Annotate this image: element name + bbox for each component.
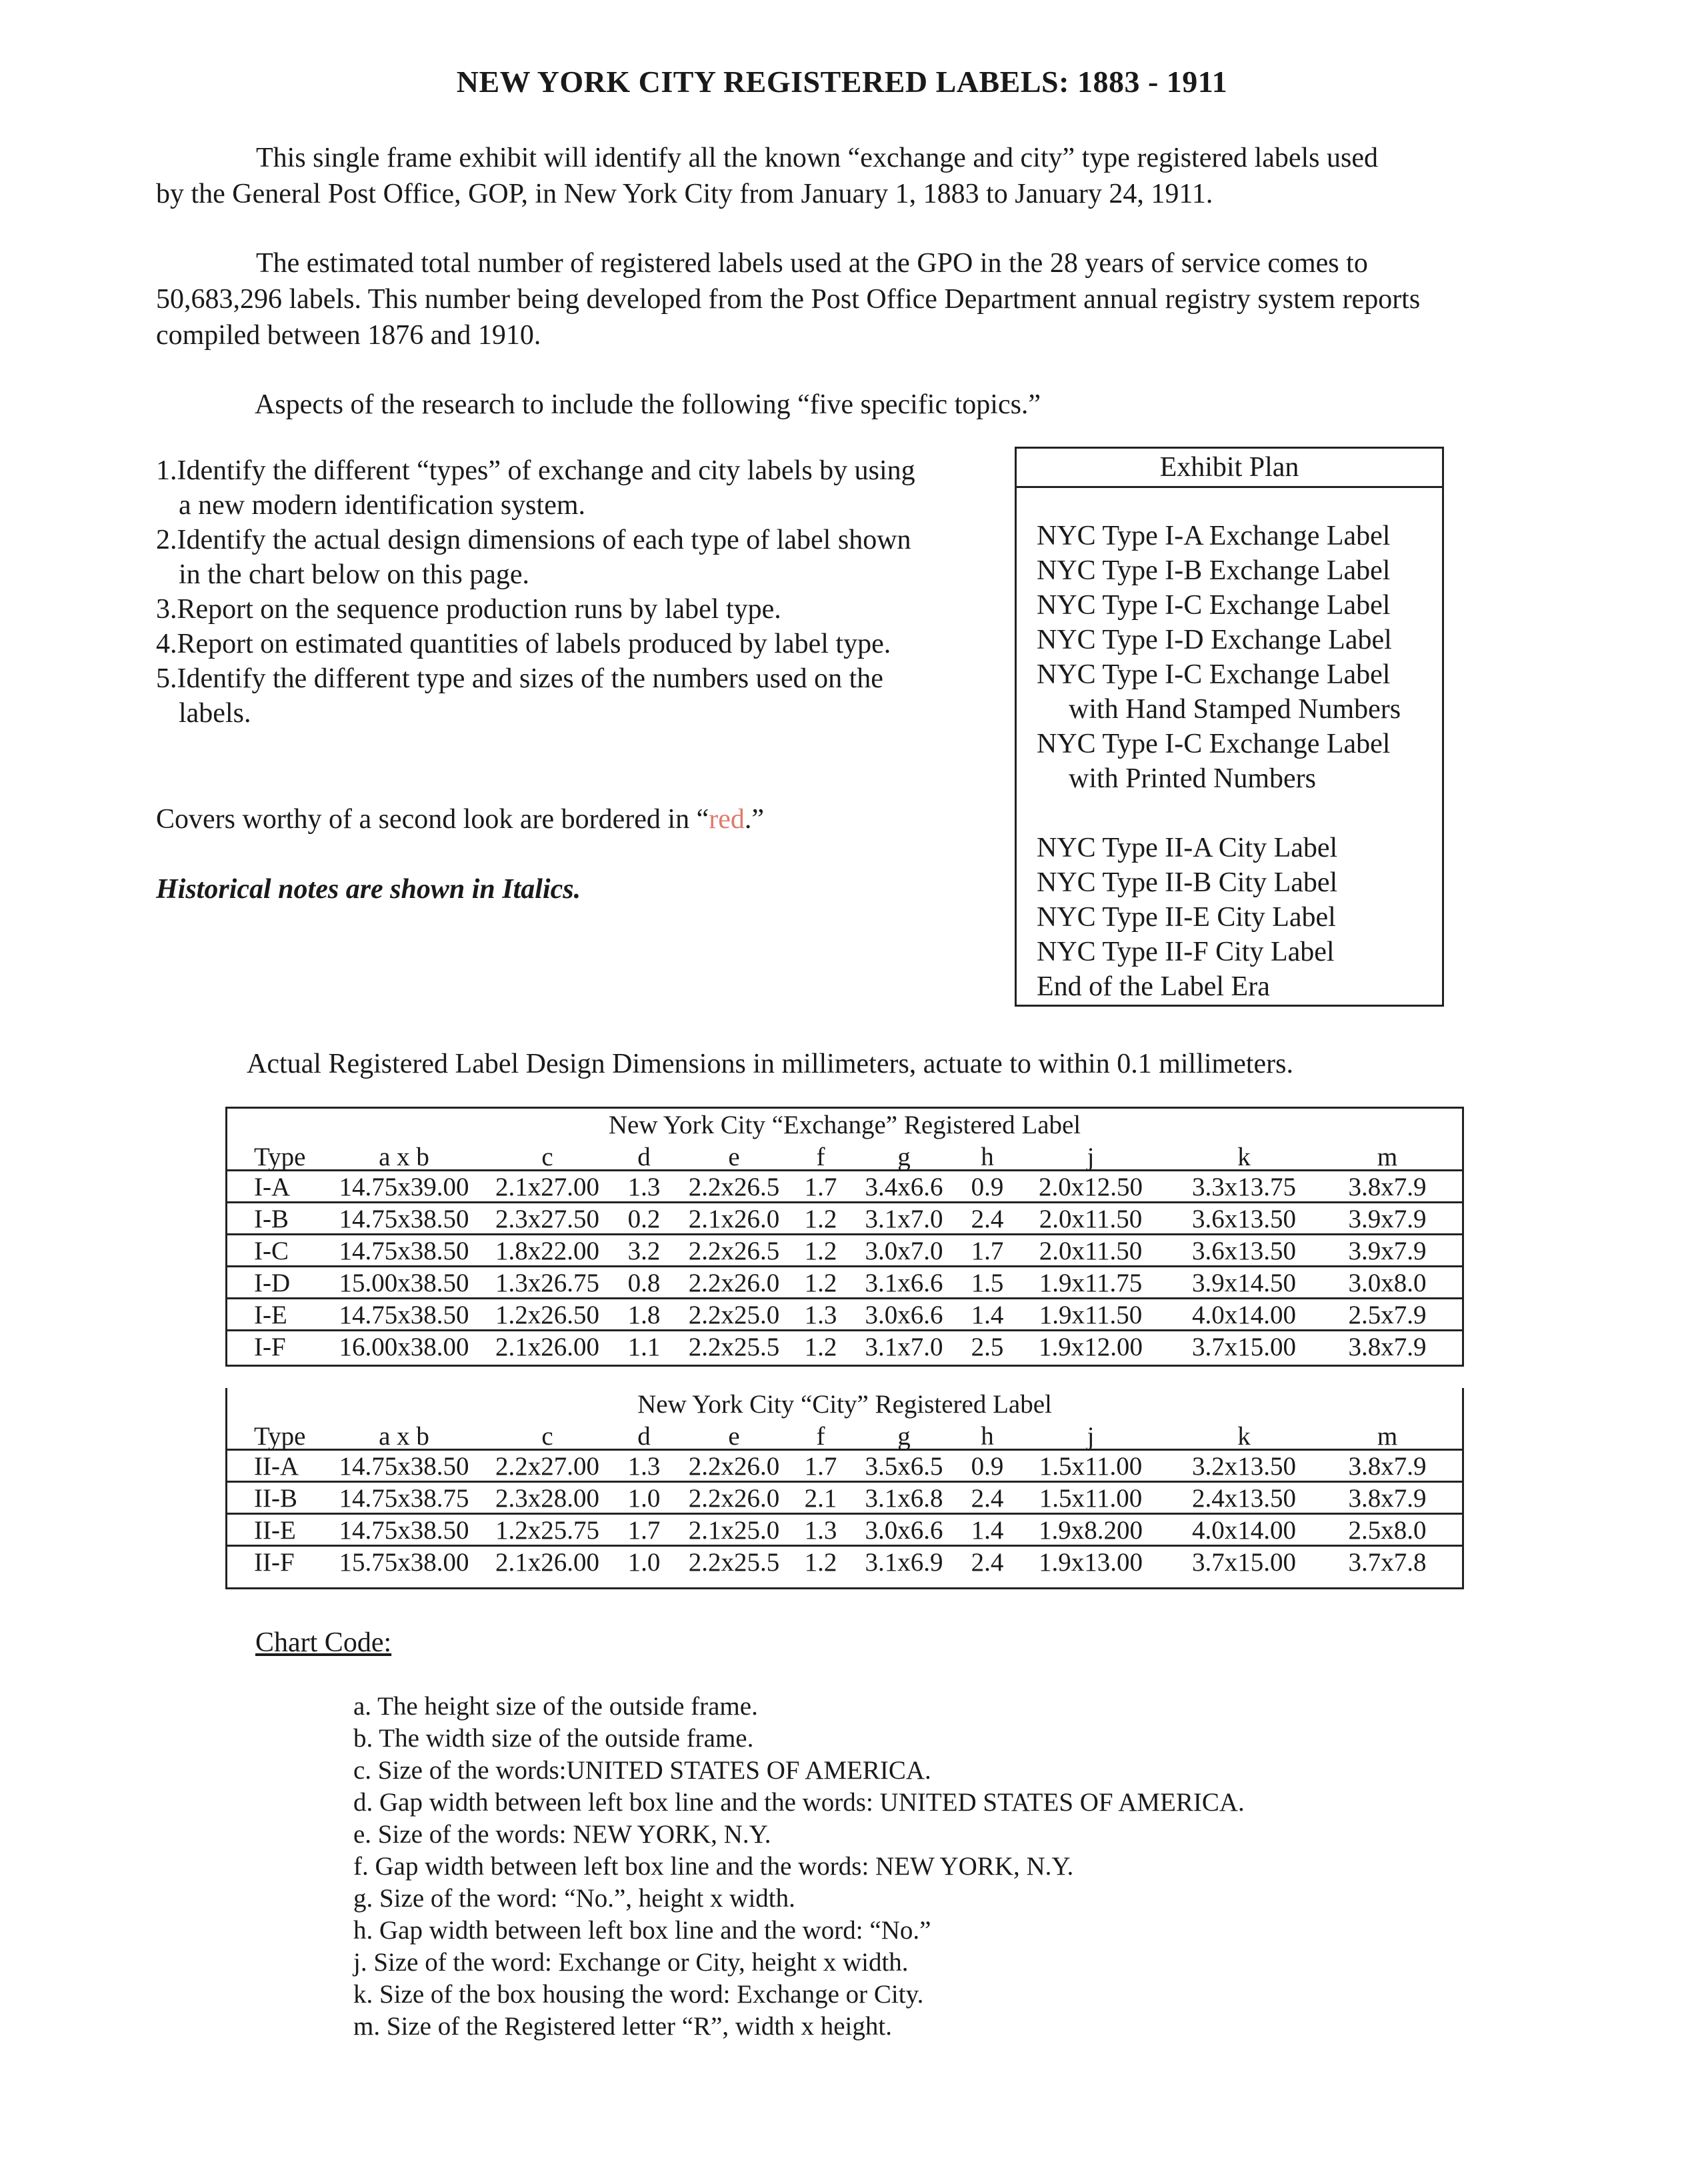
table-row <box>227 1515 1462 1547</box>
table-cell: 1.2x25.75 <box>495 1516 599 1545</box>
table-cell: 2.1 <box>804 1484 837 1513</box>
table-cell: 1.3 <box>804 1301 837 1329</box>
plan-item: NYC Type I-C Exchange Label <box>1037 659 1391 690</box>
plan-item: with Hand Stamped Numbers <box>1069 694 1401 725</box>
chart-code-item: e. Size of the words: NEW YORK, N.Y. <box>353 1820 771 1849</box>
table-cell: 2.4 <box>971 1484 1004 1513</box>
table-cell: 1.2 <box>804 1333 837 1361</box>
chart-code-item: b. The width size of the outside frame. <box>353 1724 754 1753</box>
table-cell: 3.1x6.6 <box>865 1269 943 1297</box>
city-table <box>225 1388 1464 1589</box>
table-cell: 2.1x26.00 <box>495 1333 599 1361</box>
table-cell: 1.5 <box>971 1269 1004 1297</box>
table-cell: 2.2x25.0 <box>688 1301 780 1329</box>
table-cell: 3.0x8.0 <box>1348 1269 1427 1297</box>
column-header: m <box>1377 1422 1398 1451</box>
historical-note: Historical notes are shown in Italics. <box>156 874 581 905</box>
table-cell: 1.9x8.200 <box>1039 1516 1143 1545</box>
table-cell: 4.0x14.00 <box>1192 1516 1296 1545</box>
exhibit-plan-list <box>1017 488 1442 1004</box>
table-cell: 2.2x26.5 <box>688 1237 780 1265</box>
table-cell: 1.3x26.75 <box>495 1269 599 1297</box>
table-cell: 3.8x7.9 <box>1348 1173 1427 1201</box>
table-cell: 3.8x7.9 <box>1348 1333 1427 1361</box>
column-header: e <box>728 1422 740 1451</box>
table-cell: 1.3 <box>804 1516 837 1545</box>
type-cell: I-F <box>254 1333 286 1361</box>
dimensions-caption: Actual Registered Label Design Dimensions in millimeters, actuate to within 0.1 millimeters. <box>247 1049 1293 1079</box>
column-header: f <box>816 1422 825 1451</box>
table-cell: 14.75x38.50 <box>339 1205 469 1233</box>
table-cell: 3.8x7.9 <box>1348 1452 1427 1481</box>
column-header: e <box>728 1143 740 1171</box>
table-cell: 15.00x38.50 <box>339 1269 469 1297</box>
plan-item: NYC Type I-A Exchange Label <box>1037 521 1391 551</box>
chart-code-heading: Chart Code: <box>255 1627 392 1658</box>
table-cell: 1.4 <box>971 1516 1004 1545</box>
plan-item: NYC Type I-B Exchange Label <box>1037 555 1391 586</box>
intro-paragraph-3: Aspects of the research to include the following “five specific topics.” <box>255 389 1041 420</box>
table-cell: 1.4 <box>971 1301 1004 1329</box>
table-cell: 1.3 <box>627 1173 661 1201</box>
table-row <box>227 1203 1462 1235</box>
column-header: h <box>981 1422 994 1451</box>
table-cell: 2.3x28.00 <box>495 1484 599 1513</box>
chart-code-item: m. Size of the Registered letter “R”, width x height. <box>353 2012 892 2041</box>
intro-p1-line2: by the General Post Office, GOP, in New York City from January 1, 1883 to January 24, 1911. <box>156 179 1213 209</box>
plan-item: End of the Label Era <box>1037 971 1270 1002</box>
table-cell: 2.4x13.50 <box>1192 1484 1296 1513</box>
exchange-table-title: New York City “Exchange” Registered Label <box>608 1111 1081 1139</box>
table-cell: 3.3x13.75 <box>1192 1173 1296 1201</box>
type-cell: I-A <box>254 1173 291 1201</box>
column-header: g <box>897 1143 911 1171</box>
column-header: k <box>1237 1422 1251 1451</box>
table-cell: 1.0 <box>627 1548 661 1577</box>
table-cell: 16.00x38.00 <box>339 1333 469 1361</box>
table-row <box>227 1299 1462 1331</box>
covers-note-after: .” <box>744 804 765 835</box>
column-header: k <box>1237 1143 1251 1171</box>
table-cell: 3.0x6.6 <box>865 1516 943 1545</box>
table-cell: 3.9x7.9 <box>1348 1205 1427 1233</box>
table-cell: 3.8x7.9 <box>1348 1484 1427 1513</box>
table-cell: 14.75x39.00 <box>339 1173 469 1201</box>
column-header: f <box>816 1143 825 1171</box>
table-cell: 2.5x8.0 <box>1348 1516 1427 1545</box>
column-header: Type <box>254 1143 306 1171</box>
table-cell: 1.9x12.00 <box>1039 1333 1143 1361</box>
table-cell: 1.5x11.00 <box>1039 1452 1143 1481</box>
table-cell: 1.9x11.75 <box>1039 1269 1143 1297</box>
table-cell: 3.1x6.9 <box>865 1548 943 1577</box>
column-header: c <box>541 1422 553 1451</box>
plan-item: NYC Type I-C Exchange Label <box>1037 729 1391 759</box>
table-cell: 1.7 <box>804 1173 837 1201</box>
plan-item: NYC Type II-F City Label <box>1037 937 1335 967</box>
table-cell: 3.7x15.00 <box>1192 1333 1296 1361</box>
intro-p1-line1: This single frame exhibit will identify all the known “exchange and city” type registered labels used <box>256 143 1378 173</box>
table-cell: 2.2x25.5 <box>688 1333 780 1361</box>
table-cell: 1.9x13.00 <box>1039 1548 1143 1577</box>
covers-note-before: Covers worthy of a second look are bordered in “ <box>156 804 709 835</box>
topic-item: 3.Report on the sequence production runs by label type. <box>156 594 781 625</box>
plan-item: with Printed Numbers <box>1069 763 1316 794</box>
table-cell: 0.9 <box>971 1452 1004 1481</box>
table-cell: 1.2 <box>804 1548 837 1577</box>
table-cell: 1.7 <box>804 1452 837 1481</box>
table-cell: 3.6x13.50 <box>1192 1205 1296 1233</box>
topic-item: 1.Identify the different “types” of exchange and city labels by using a new modern identification system. <box>156 455 915 521</box>
exchange-header-row <box>227 1142 1462 1171</box>
table-cell: 2.5x7.9 <box>1348 1301 1427 1329</box>
plan-item: NYC Type I-C Exchange Label <box>1037 590 1391 621</box>
column-header: j <box>1087 1143 1095 1171</box>
column-header: g <box>897 1422 911 1451</box>
table-cell: 0.2 <box>627 1205 661 1233</box>
table-cell: 3.4x6.6 <box>865 1173 943 1201</box>
table-cell: 2.2x26.0 <box>688 1269 780 1297</box>
table-row <box>227 1235 1462 1267</box>
table-cell: 3.7x15.00 <box>1192 1548 1296 1577</box>
intro-p2-line2: 50,683,296 labels. This number being developed from the Post Office Department annual registry system reports <box>156 284 1421 315</box>
table-cell: 2.2x27.00 <box>495 1452 599 1481</box>
table-cell: 0.8 <box>627 1269 661 1297</box>
type-cell: I-B <box>254 1205 289 1233</box>
chart-code-item: k. Size of the box housing the word: Exchange or City. <box>353 1980 924 2009</box>
plan-item: NYC Type II-A City Label <box>1037 833 1338 863</box>
type-cell: II-E <box>254 1516 296 1545</box>
column-header: a x b <box>379 1422 429 1451</box>
chart-code-item: f. Gap width between left box line and the words: NEW YORK, N.Y. <box>353 1852 1074 1881</box>
column-header: m <box>1377 1143 1398 1171</box>
chart-code-item: a. The height size of the outside frame. <box>353 1692 758 1721</box>
table-cell: 3.7x7.8 <box>1348 1548 1427 1577</box>
column-header: j <box>1087 1422 1095 1451</box>
table-cell: 2.1x26.00 <box>495 1548 599 1577</box>
city-table-title: New York City “City” Registered Label <box>637 1390 1052 1419</box>
table-cell: 14.75x38.50 <box>339 1516 469 1545</box>
table-row <box>227 1267 1462 1299</box>
table-cell: 2.2x26.5 <box>688 1173 780 1201</box>
table-cell: 1.8x22.00 <box>495 1237 599 1265</box>
table-row <box>227 1547 1462 1579</box>
page-title: NEW YORK CITY REGISTERED LABELS: 1883 - 1911 <box>456 65 1228 99</box>
type-cell: II-A <box>254 1452 299 1481</box>
exchange-table <box>225 1107 1464 1367</box>
column-header: Type <box>254 1422 306 1451</box>
table-cell: 1.9x11.50 <box>1039 1301 1143 1329</box>
chart-code-item: j. Size of the word: Exchange or City, height x width. <box>353 1948 909 1977</box>
table-cell: 1.0 <box>627 1484 661 1513</box>
topics-list <box>156 453 923 731</box>
table-cell: 1.2 <box>804 1205 837 1233</box>
type-cell: II-F <box>254 1548 295 1577</box>
table-cell: 1.8 <box>627 1301 661 1329</box>
table-cell: 3.0x7.0 <box>865 1237 943 1265</box>
covers-note <box>156 803 764 835</box>
table-row <box>227 1451 1462 1483</box>
plan-item: NYC Type II-B City Label <box>1037 867 1338 898</box>
table-row <box>227 1331 1462 1363</box>
table-row <box>227 1483 1462 1515</box>
covers-note-red-word: red <box>709 804 745 835</box>
table-cell: 1.7 <box>971 1237 1004 1265</box>
table-cell: 2.1x27.00 <box>495 1173 599 1201</box>
intro-p2-line1: The estimated total number of registered labels used at the GPO in the 28 years of service comes to <box>256 248 1368 279</box>
table-cell: 14.75x38.50 <box>339 1452 469 1481</box>
table-cell: 15.75x38.00 <box>339 1548 469 1577</box>
plan-item: NYC Type II-E City Label <box>1037 902 1336 933</box>
topic-item: 2.Identify the actual design dimensions of each type of label shown in the chart below on this page. <box>156 525 911 590</box>
column-header: a x b <box>379 1143 429 1171</box>
city-header-row <box>227 1421 1462 1451</box>
topic-item: 4.Report on estimated quantities of labels produced by label type. <box>156 629 891 659</box>
table-cell: 2.4 <box>971 1205 1004 1233</box>
table-cell: 2.2x25.5 <box>688 1548 780 1577</box>
table-cell: 1.2 <box>804 1237 837 1265</box>
table-cell: 3.1x7.0 <box>865 1333 943 1361</box>
exhibit-plan-heading: Exhibit Plan <box>1017 449 1442 488</box>
table-cell: 1.1 <box>627 1333 661 1361</box>
table-cell: 2.1x25.0 <box>688 1516 780 1545</box>
table-cell: 2.0x11.50 <box>1039 1205 1143 1233</box>
table-cell: 1.7 <box>627 1516 661 1545</box>
table-cell: 3.2 <box>627 1237 661 1265</box>
table-cell: 2.4 <box>971 1548 1004 1577</box>
table-cell: 1.5x11.00 <box>1039 1484 1143 1513</box>
chart-code-item: d. Gap width between left box line and the words: UNITED STATES OF AMERICA. <box>353 1788 1245 1817</box>
table-cell: 3.0x6.6 <box>865 1301 943 1329</box>
table-cell: 1.2x26.50 <box>495 1301 599 1329</box>
table-cell: 2.2x26.0 <box>688 1484 780 1513</box>
table-cell: 2.0x12.50 <box>1039 1173 1143 1201</box>
type-cell: I-E <box>254 1301 287 1329</box>
chart-code-item: c. Size of the words:UNITED STATES OF AMERICA. <box>353 1756 931 1785</box>
column-header: d <box>637 1422 651 1451</box>
table-cell: 3.9x7.9 <box>1348 1237 1427 1265</box>
table-cell: 1.2 <box>804 1269 837 1297</box>
table-cell: 3.1x6.8 <box>865 1484 943 1513</box>
table-cell: 14.75x38.75 <box>339 1484 469 1513</box>
table-cell: 3.1x7.0 <box>865 1205 943 1233</box>
table-cell: 1.3 <box>627 1452 661 1481</box>
intro-p2-line3: compiled between 1876 and 1910. <box>156 320 541 351</box>
table-cell: 4.0x14.00 <box>1192 1301 1296 1329</box>
topic-item: 5.Identify the different type and sizes of the numbers used on the labels. <box>156 663 883 729</box>
intro-paragraph-2 <box>156 245 1549 353</box>
column-header: h <box>981 1143 994 1171</box>
table-row <box>227 1171 1462 1203</box>
type-cell: II-B <box>254 1484 297 1513</box>
table-cell: 0.9 <box>971 1173 1004 1201</box>
intro-paragraph-1 <box>156 140 1549 212</box>
table-cell: 3.2x13.50 <box>1192 1452 1296 1481</box>
table-cell: 2.1x26.0 <box>688 1205 780 1233</box>
table-cell: 14.75x38.50 <box>339 1301 469 1329</box>
table-cell: 2.0x11.50 <box>1039 1237 1143 1265</box>
table-cell: 14.75x38.50 <box>339 1237 469 1265</box>
chart-code-list <box>353 1691 1245 2043</box>
table-cell: 3.9x14.50 <box>1192 1269 1296 1297</box>
chart-code-item: h. Gap width between left box line and the word: “No.” <box>353 1916 931 1945</box>
table-cell: 2.5 <box>971 1333 1004 1361</box>
type-cell: I-C <box>254 1237 289 1265</box>
column-header: d <box>637 1143 651 1171</box>
table-cell: 3.5x6.5 <box>865 1452 943 1481</box>
type-cell: I-D <box>254 1269 291 1297</box>
plan-item: NYC Type I-D Exchange Label <box>1037 625 1392 655</box>
exhibit-plan-box <box>1015 447 1444 1007</box>
table-cell: 2.2x26.0 <box>688 1452 780 1481</box>
table-cell: 3.6x13.50 <box>1192 1237 1296 1265</box>
table-cell: 2.3x27.50 <box>495 1205 599 1233</box>
chart-code-item: g. Size of the word: “No.”, height x width. <box>353 1884 795 1913</box>
column-header: c <box>541 1143 553 1171</box>
